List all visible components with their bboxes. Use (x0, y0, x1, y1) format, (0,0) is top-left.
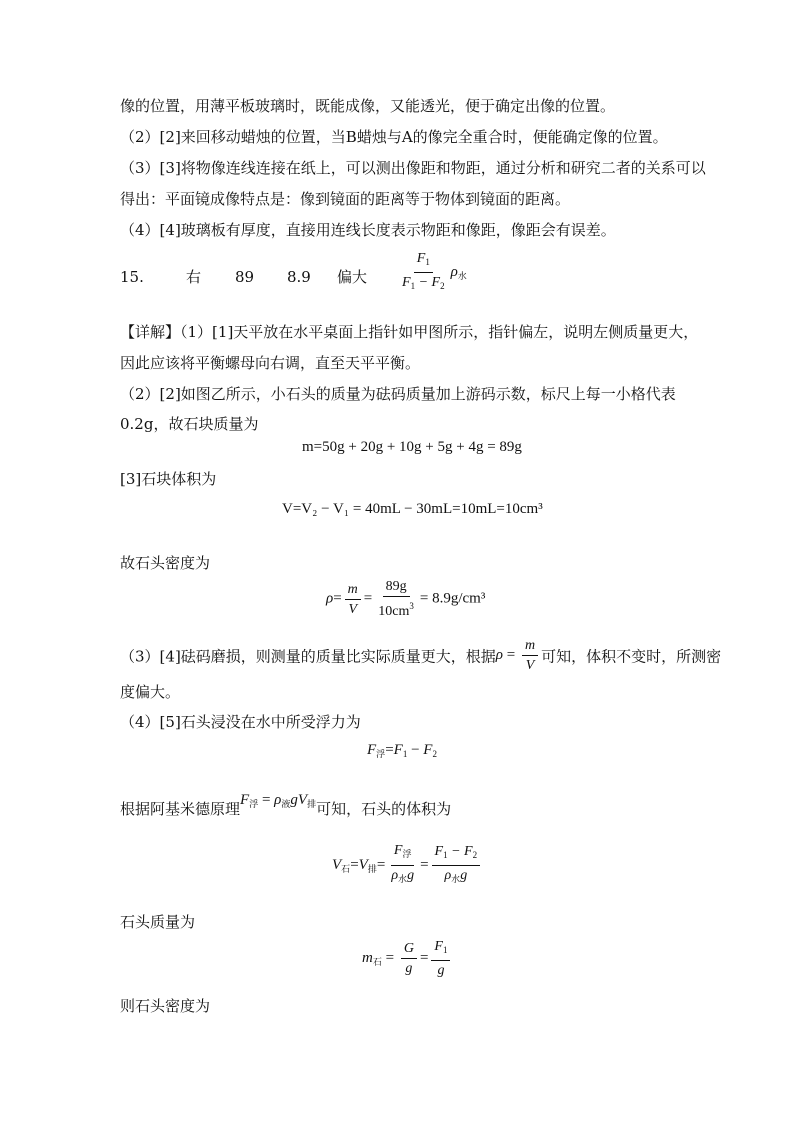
answer-1: 右 (186, 268, 202, 286)
text-line: 0.2g，故石块质量为 (120, 415, 259, 433)
text-line: （2）[2]如图乙所示，小石头的质量为砝码质量加上游码示数，标尺上每一小格代表 (120, 385, 676, 403)
text-line: 度偏大。 (120, 683, 181, 701)
mass-equation: m=50g + 20g + 10g + 5g + 4g = 89g (302, 439, 522, 455)
buoyancy-equation: $F_浮=F_1 - F_2$ (367, 742, 437, 760)
text-span: 可知，石头的体积为 (316, 800, 452, 818)
text-line: 【详解】（1）[1]天平放在水平桌面上指针如甲图所示，指针偏左，说明左侧质量更大， (120, 323, 699, 341)
density-formula-inline: ρ = $\frac{m}{V}$ (496, 637, 541, 674)
text-line: 得出：平面镜成像特点是：像到镜面的距离等于物体到镜面的距离。 (120, 190, 571, 208)
archimedes-formula-inline: $F_浮 = \rho_液gV_排$ (240, 792, 317, 810)
stone-mass-formula: $m_石$ = $\frac{G}{g}$ = $\frac{F_1}{g}$ (362, 938, 453, 979)
text-line: 故石头密度为 (120, 554, 211, 572)
volume-formula: $V_石=V_排=$ $\frac{F_浮}{\rho_水g}$ = $\frac{F_1 - F_2}{\rho_水g}$ (332, 842, 483, 889)
text-line (120, 792, 452, 825)
answer-2: 89 (235, 268, 255, 286)
text-line: （4）[5]石头浸没在水中所受浮力为 (120, 713, 361, 731)
text-line: 则石头密度为 (120, 997, 211, 1015)
text-line: [3]石块体积为 (120, 470, 217, 488)
answer-4: 偏大 (337, 268, 368, 286)
text-line: （3）[3]将物像连线连接在纸上，可以测出像距和物距，通过分析和研究二者的关系可以 (120, 159, 706, 177)
text-line: 像的位置，用薄平板玻璃时，既能成像，又能透光，便于确定出像的位置。 (120, 97, 616, 115)
density-equation: ρ= $\frac{m}{V}$ = $\frac{89g}{10cm^3}$ = 8.9g/cm³ (326, 579, 486, 619)
volume-equation: V=V₂ − V₁ = 40mL − 30mL=10mL=10cm³ (282, 501, 543, 517)
answer-3: 8.9 (287, 268, 311, 286)
density-result: = 8.9g/cm³ (419, 590, 486, 607)
text-line: （2）[2]来回移动蜡烛的位置，当B蜡烛与A的像完全重合时，便能确定像的位置。 (120, 128, 668, 146)
text-line: （4）[4]玻璃板有厚度，直接用连线长度表示物距和像距，像距会有误差。 (120, 221, 616, 239)
text-span: 根据阿基米德原理 (120, 800, 241, 818)
text-line: 因此应该将平衡螺母向右调，直至天平平衡。 (120, 354, 421, 372)
text-span: （3）[4]砝码磨损，则测量的质量比实际质量更大，根据 (120, 647, 496, 666)
text-line: 石头质量为 (120, 913, 196, 931)
text-line (120, 639, 721, 676)
text-span: 可知，体积不变时，所测密 (541, 647, 722, 666)
answer-5-formula: $\frac{F_1}{F_1 - F_2}$ $\rho_水$ (402, 251, 467, 291)
question-number: 15. (120, 268, 144, 286)
